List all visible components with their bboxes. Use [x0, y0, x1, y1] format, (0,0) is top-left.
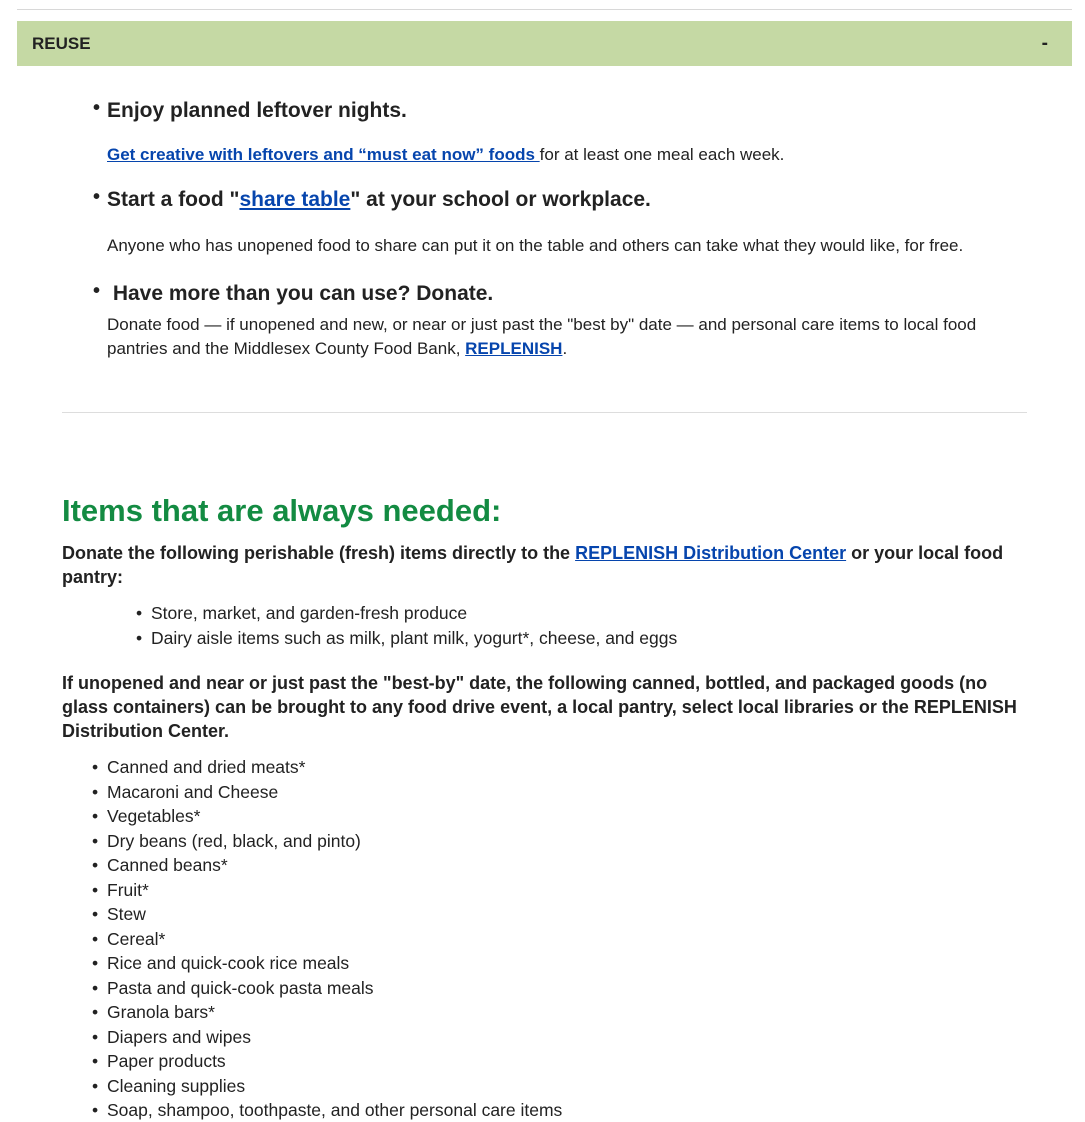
- top-divider: [17, 9, 1072, 10]
- collapse-icon[interactable]: -: [1041, 33, 1048, 54]
- reuse-tips-list: [93, 97, 1022, 361]
- list-item: • Canned and dried meats*: [107, 755, 562, 780]
- items-needed-heading: Items that are always needed:: [62, 493, 502, 528]
- tip-text: [107, 313, 1022, 361]
- list-item: • Cleaning supplies: [107, 1074, 562, 1099]
- tip-heading: Enjoy planned leftover nights.: [107, 99, 407, 122]
- intro-text-end: or your local food pantry:: [62, 543, 1004, 587]
- tip-text: [107, 143, 1022, 167]
- list-item: • Store, market, and garden-fresh produce: [151, 601, 677, 626]
- tip-share-table: [93, 186, 1022, 258]
- list-item: • Granola bars*: [107, 1000, 562, 1025]
- bullet-icon: •: [93, 186, 101, 208]
- tip-heading: Have more than you can use? Donate.: [107, 282, 494, 305]
- list-item: • Dry beans (red, black, and pinto): [107, 829, 562, 854]
- accordion-title: REUSE: [32, 33, 91, 53]
- list-item: • Macaroni and Cheese: [107, 780, 562, 805]
- tip-heading: [107, 186, 1022, 214]
- tip-heading-start: Start a food ": [107, 188, 240, 211]
- list-item: • Cereal*: [107, 927, 562, 952]
- tip-text-end: .: [562, 339, 568, 358]
- section-divider: [62, 412, 1027, 413]
- list-item: • Soap, shampoo, toothpaste, and other personal care items: [107, 1098, 562, 1122]
- leftovers-link[interactable]: Get creative with leftovers and “must eat now” foods: [107, 145, 540, 164]
- list-item: • Vegetables*: [107, 804, 562, 829]
- list-item: • Pasta and quick-cook pasta meals: [107, 976, 562, 1001]
- list-item: • Canned beans*: [107, 853, 562, 878]
- tip-heading-end: " at your school or workplace.: [350, 188, 651, 211]
- perishables-list: [151, 601, 677, 650]
- share-table-link[interactable]: share table: [239, 188, 351, 211]
- bullet-icon: •: [93, 280, 101, 302]
- bullet-icon: •: [93, 97, 101, 119]
- list-item: • Stew: [107, 902, 562, 927]
- intro-text-start: Donate the following perishable (fresh) items directly to the: [62, 543, 576, 563]
- tip-text: Anyone who has unopened food to share can put it on the table and others can take what they would like, for free.: [107, 236, 964, 255]
- tip-donate: [93, 280, 1022, 361]
- perishables-intro: [62, 541, 1022, 589]
- tip-text-start: Donate food — if unopened and new, or near or just past the "best by" date — and personal care items to local food pantries and the Middlesex County Food Bank,: [107, 315, 977, 358]
- list-item: • Dairy aisle items such as milk, plant milk, yogurt*, cheese, and eggs: [151, 626, 677, 651]
- list-item: • Diapers and wipes: [107, 1025, 562, 1050]
- tip-leftover-nights: [93, 97, 1022, 167]
- replenish-distribution-link[interactable]: REPLENISH Distribution Center: [575, 543, 847, 563]
- list-item: • Fruit*: [107, 878, 562, 903]
- list-item: • Rice and quick-cook rice meals: [107, 951, 562, 976]
- list-item: • Paper products: [107, 1049, 562, 1074]
- replenish-link[interactable]: REPLENISH: [465, 339, 563, 358]
- packaged-goods-intro: If unopened and near or just past the "best-by" date, the following canned, bottled, and packaged goods (no glass containers) can be brought to any food drive event, a local pantry, select local libraries or the REPLENISH Distribution Center.: [62, 673, 1017, 741]
- tip-text-rest: for at least one meal each week.: [539, 145, 785, 164]
- packaged-goods-list: [107, 755, 562, 1122]
- reuse-accordion-header[interactable]: [17, 21, 1072, 66]
